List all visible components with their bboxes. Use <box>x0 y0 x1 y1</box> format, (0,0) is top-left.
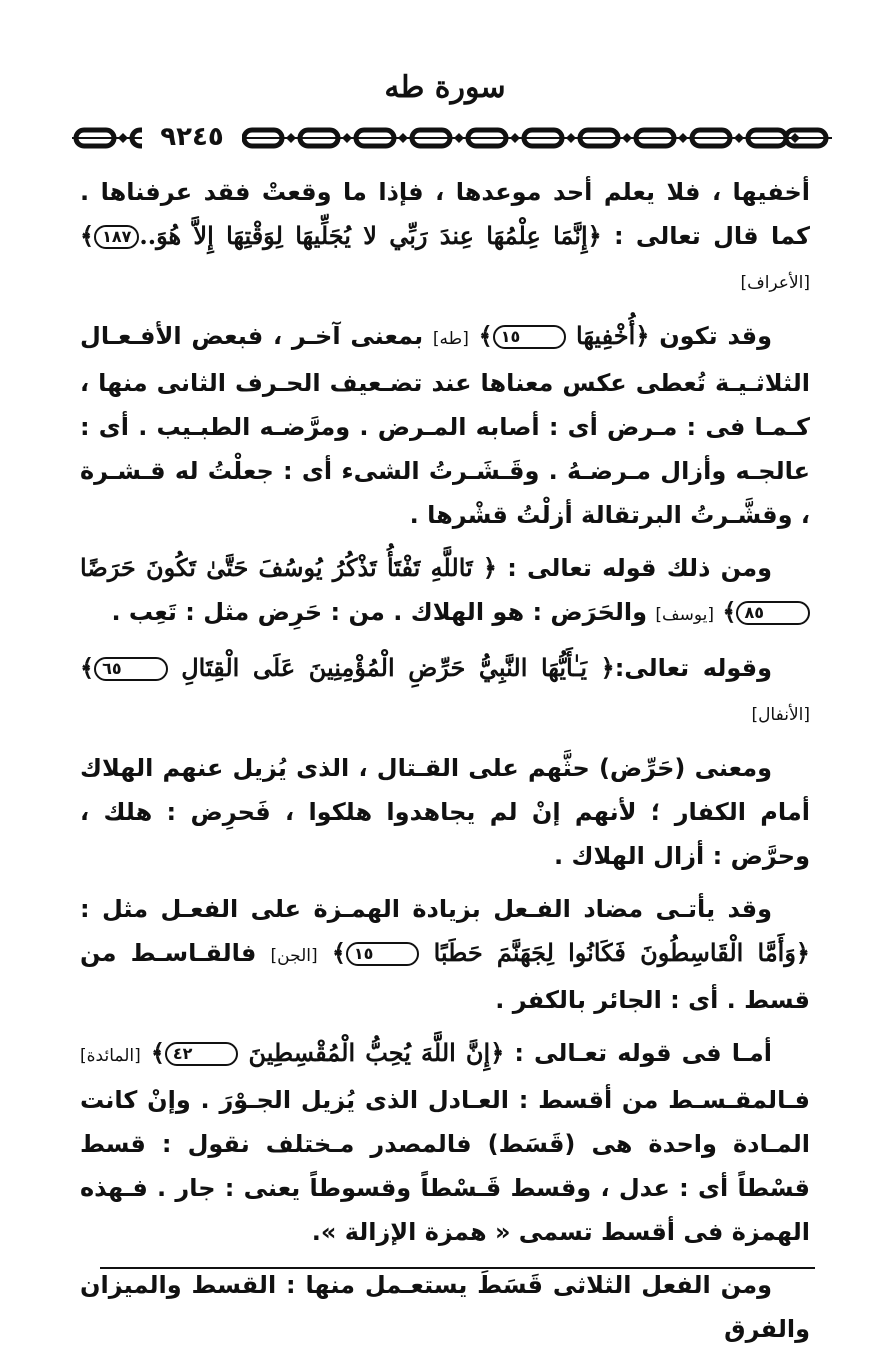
surah-reference: [المائدة] <box>80 1046 141 1066</box>
quran-quote: ﴾ <box>468 321 493 350</box>
surah-reference: [الجن] <box>270 946 318 966</box>
paragraph <box>80 646 810 737</box>
quran-quote: ﴿أُخْفِيهَا <box>566 321 650 350</box>
text-run: بمعنى آخـر ، فبعض الأفـعـال الثلاثـيـة تُعطى عكس معناها عند تضـعيف الحـرف الثانى منها ، كـمـا فى : مـرض أى : أصابه المـرض . ومرَّضـه الطبـيب . أى : عالجـه وأزال مـرضـهُ . وقَـشَـرتُ الشىء أى : جعلْتُ له قـشـرة ، وقشَّـرتُ البرتقالة أزلْتُ قشْرها . <box>80 322 810 529</box>
text-run: وقوله تعالى: <box>614 654 773 682</box>
surah-title: سورة طه <box>384 70 506 105</box>
text-run: وقد تكون <box>649 322 772 350</box>
paragraph <box>80 1263 810 1351</box>
text-run: فـالمقـسـط من أقسط : العـادل الذى يُزيل الجـوْرَ . وإنْ كانت المـادة واحدة هى (قَسَط) فالمصدر مـختلف نقول : قسط قسْطاً أى : عدل ، وقسط قَـسْطاً وقسوطاً يعنى : جار . فـهذه الهمزة فى أقسط تسمى « همزة الإزالة ». <box>80 1086 810 1246</box>
verse-number: ٦٥ <box>94 657 168 681</box>
verse-number: ٨٥ <box>736 601 810 625</box>
body-text <box>80 170 810 1360</box>
quran-quote: ﴾ <box>80 653 95 682</box>
surah-reference: [يوسف] <box>655 605 715 625</box>
verse-number: ١٥ <box>346 942 420 966</box>
paragraph <box>80 546 810 637</box>
quran-quote: ﴿وَأَمَّا الْقَاسِطُونَ فَكَانُوا لِجَهَنَّمَ حَطَبًا <box>419 938 810 967</box>
quran-quote: ﴾ <box>140 1038 165 1067</box>
text-run: ومن الفعل الثلاثى قَسَطَ يستعـمل منها : القسط والميزان والفرق <box>80 1271 810 1343</box>
text-run: أمـا فى قوله تعـالى : <box>504 1039 772 1067</box>
text-run: أخفيها ، فلا يعلم أحد موعدها ، فإذا ما وقعتْ فقد عرفناها . كما قال تعالى : <box>80 178 810 250</box>
text-run: ومعنى (حَرِّض) حثَّهم على القـتال ، الذى يُزيل عنهم الهلاك أمام الكفار ؛ لأنهم إنْ لم يجاهدوا هلكوا ، فَحرِض : هلك ، وحرَّض : أزال الهلاك . <box>80 754 810 870</box>
paragraph <box>80 887 810 1022</box>
quran-quote: ﴾ <box>714 597 737 626</box>
verse-number: ١٨٧ <box>94 225 139 249</box>
surah-reference: [الأنفال] <box>751 705 810 725</box>
text-run: فالقـاسـط من قسط . أى : الجائر بالكفر . <box>80 939 810 1014</box>
footer-rule <box>100 1267 815 1269</box>
paragraph <box>80 1031 810 1254</box>
verse-number: ١٥ <box>493 325 567 349</box>
quran-quote: ﴿ تَاللَّهِ تَفْتَأُ تَذْكُرُ يُوسُفَ حَتَّىٰ تَكُونَ حَرَضًا <box>80 553 497 582</box>
quran-quote: ﴿إِنَّمَا عِلْمُهَا عِندَ رَبِّي لا يُجَلِّيهَا لِوَقْتِهَا إِلاَّ هُوَ.. <box>139 221 602 250</box>
paragraph <box>80 314 810 537</box>
text-run: والحَرَض : هو الهلاك . من : حَرِض مثل : تَعِب . <box>111 598 656 626</box>
text-run: ومن ذلك قوله تعالى : <box>496 554 772 582</box>
quran-quote: ﴾ <box>317 938 346 967</box>
quran-quote: ﴾ <box>80 221 95 250</box>
text-run: وقد يأتـى مضاد الفـعل بزيادة الهمـزة على الفعـل مثل : <box>80 895 772 923</box>
paragraph <box>80 746 810 878</box>
verse-number: ٤٢ <box>165 1042 239 1066</box>
surah-reference: [طه] <box>432 329 469 349</box>
page-number: ٩٢٤٥ <box>142 117 242 157</box>
surah-reference: [الأعراف] <box>740 273 810 293</box>
quran-quote: ﴿ يَـٰأَيُّهَا النَّبِيُّ حَرِّضِ الْمُؤْمِنِينَ عَلَى الْقِتَالِ <box>167 653 615 682</box>
quran-quote: ﴿إِنَّ اللَّهَ يُحِبُّ الْمُقْسِطِينَ <box>238 1038 505 1067</box>
paragraph <box>80 170 810 305</box>
